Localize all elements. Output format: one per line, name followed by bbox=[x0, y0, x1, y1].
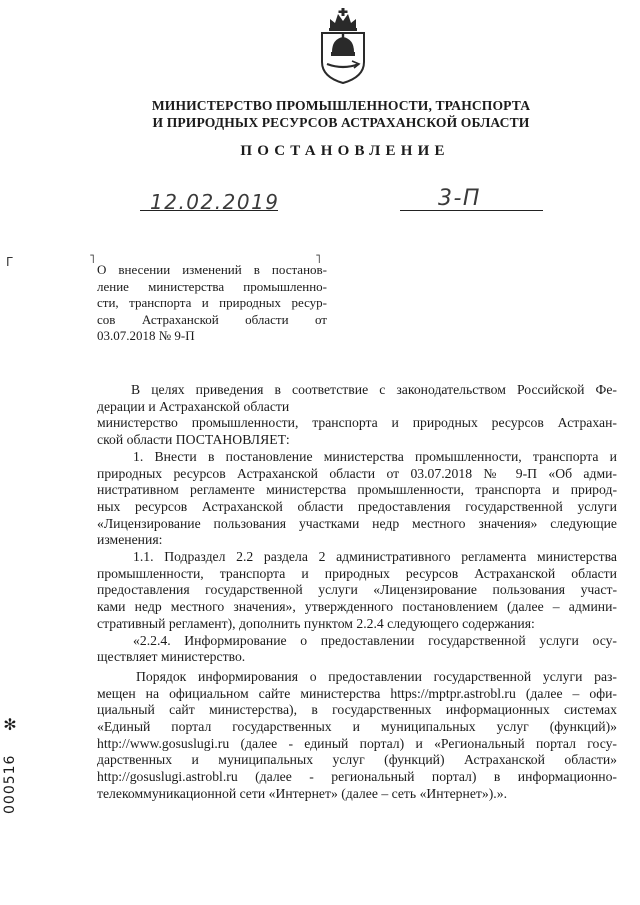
registry-number-stamp: 000516 bbox=[2, 754, 18, 814]
body-line: «Лицензирование пользования участками недр местного значения» следующие bbox=[97, 515, 617, 531]
document-subject bbox=[97, 262, 327, 345]
body-line: http://gosuslugi.astrobl.ru (далее - региональный портал) в информационно- bbox=[97, 769, 617, 785]
date-underline bbox=[140, 210, 278, 211]
body-line: промышленности, транспорта и природных ресурсов Астраханской области bbox=[97, 565, 617, 581]
subject-line: сти, транспорта и природных ресур- bbox=[97, 295, 327, 311]
body-line: 1.1. Подраздел 2.2 раздела 2 административного регламента министерства bbox=[133, 549, 617, 565]
body-line: ками недр местного значения», утвержденного постановлением (далее – админи- bbox=[97, 599, 617, 615]
subject-line: ление министерства промышленно- bbox=[97, 278, 327, 294]
body-line: министерство промышленности, транспорта и природных ресурсов Астрахан- bbox=[97, 415, 617, 431]
coat-of-arms-emblem bbox=[316, 6, 370, 86]
handwritten-date: 12.02.2019 bbox=[150, 190, 280, 214]
body-line: нистративном регламенте министерства промышленности, транспорта и природ- bbox=[97, 482, 617, 498]
body-line: Порядок информирования о предоставлении государственной услуги раз- bbox=[136, 668, 617, 684]
body-line: http://www.gosuslugi.ru (далее - единый портал) и «Региональный портал госу- bbox=[97, 735, 617, 751]
document-body bbox=[97, 382, 617, 803]
body-line: дарственных и муниципальных услуг (функций) Астраханской области» bbox=[97, 752, 617, 768]
body-line: телекоммуникационной сети «Интернет» (далее – сеть «Интернет»).». bbox=[97, 785, 507, 801]
number-underline bbox=[400, 210, 543, 211]
body-line: изменения: bbox=[97, 532, 163, 548]
body-line: «2.2.4. Информирование о предоставлении государственной услуги осу- bbox=[133, 632, 617, 648]
body-line: стративный регламент), дополнить пунктом 2.2.4 следующего содержания: bbox=[97, 615, 535, 631]
subject-line: О внесении изменений в постанов- bbox=[97, 262, 327, 277]
body-line: ской области ПОСТАНОВЛЯЕТ: bbox=[97, 432, 290, 448]
body-line: ществляет министерство. bbox=[97, 649, 246, 665]
registry-star-icon: ✻ bbox=[3, 715, 17, 734]
subject-line: 03.07.2018 № 9-П bbox=[97, 328, 195, 344]
subject-line: сов Астраханской области от bbox=[97, 311, 327, 327]
corner-mark-subject-right: ˥ bbox=[315, 252, 321, 266]
document-type-title: ПОСТАНОВЛЕНИЕ bbox=[240, 143, 450, 159]
body-line: природных ресурсов Астраханской области от 03.07.2018 № 9-П «Об адми- bbox=[97, 465, 617, 481]
handwritten-document-number: 3-П bbox=[438, 186, 481, 211]
body-line: 1. Внести в постановление министерства промышленности, транспорта и bbox=[133, 448, 617, 464]
body-line: ных ресурсов Астраханской области предоставления государственной услуги bbox=[97, 498, 617, 514]
body-line: дерации и Астраханской области bbox=[97, 398, 290, 414]
corner-mark-subject-left: ˥ bbox=[89, 252, 95, 266]
ministry-name-line-1: МИНИСТЕРСТВО ПРОМЫШЛЕННОСТИ, ТРАНСПОРТА bbox=[151, 98, 531, 113]
body-line: предоставления государственной услуги «Лицензирование пользования участ- bbox=[97, 582, 617, 598]
ministry-name bbox=[120, 97, 562, 131]
ministry-name-line-2: И ПРИРОДНЫХ РЕСУРСОВ АСТРАХАНСКОЙ ОБЛАСТИ bbox=[152, 115, 530, 130]
body-line: «Единый портал государственных и муниципальных услуг (функций)» bbox=[97, 719, 617, 735]
body-line: В целях приведения в соответствие с законодательством Российской Фе- bbox=[131, 382, 617, 397]
body-line: мещен на официальном сайте министерства https://mptpr.astrobl.ru (далее – офи- bbox=[97, 685, 617, 701]
body-line: циальный сайт министерства), в государственных информационных системах bbox=[97, 702, 617, 718]
corner-mark-left: Γ bbox=[6, 255, 13, 269]
